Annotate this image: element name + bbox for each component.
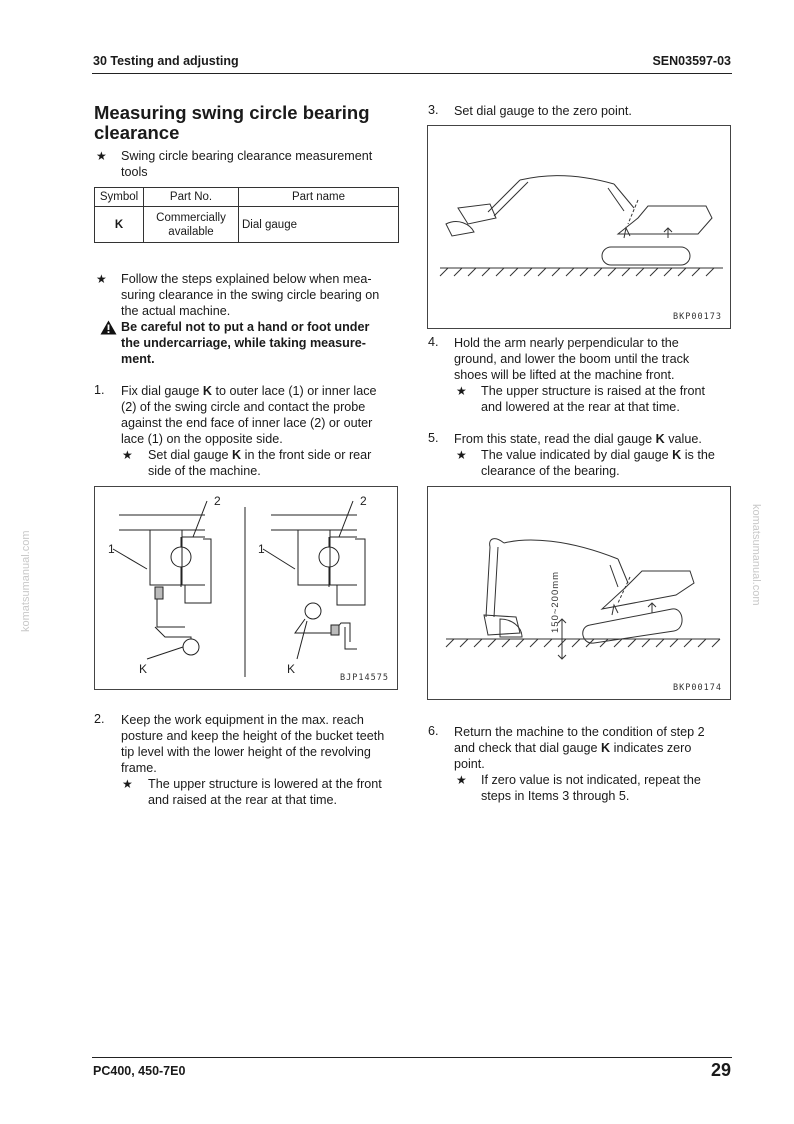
table-header-part-name: Part name — [239, 188, 399, 207]
table-cell-part-name: Dial gauge — [239, 207, 399, 243]
follow-paragraph: Follow the steps explained below when mea- suring clearance in the swing circle bearing on the actual machine. — [121, 272, 380, 318]
step-3-text: Set dial gauge to the zero point. — [454, 104, 632, 118]
header-rule — [92, 73, 732, 74]
step-3-number: 3. — [428, 103, 439, 117]
warning-text: Be careful not to put a hand or foot under the undercarriage, while taking measure- ment. — [121, 320, 370, 366]
star-icon: ★ — [96, 149, 107, 163]
step-1-note: Set dial gauge K in the front side or rear side of the machine. — [148, 448, 372, 478]
figure-dial-gauge-setup — [94, 486, 398, 690]
excavator-diagram-lifted — [428, 487, 730, 699]
tools-table — [94, 187, 399, 243]
header-doc-code: SEN03597-03 — [652, 54, 731, 68]
step-4-text: Hold the arm nearly perpendicular to the ground, and lower the boom until the track shoes will be lifted at the machine front. — [454, 336, 690, 382]
star-icon: ★ — [456, 773, 467, 787]
step-6-number: 6. — [428, 724, 439, 738]
fig2-code: BKP00173 — [673, 312, 722, 322]
fig1-label-k-right: K — [287, 662, 296, 676]
excavator-diagram-zero — [428, 126, 730, 328]
step-5-note: The value indicated by dial gauge K is the clearance of the bearing. — [481, 448, 715, 478]
step-2-text: Keep the work equipment in the max. reach posture and keep the height of the bucket teeth tip level with the lower height of the revolving frame. — [121, 713, 385, 775]
page-number: 29 — [710, 1060, 731, 1080]
star-icon: ★ — [96, 272, 107, 286]
warning-triangle-icon — [100, 320, 117, 335]
figure-excavator-lifted — [427, 486, 731, 700]
fig1-label-2-right: 2 — [360, 494, 367, 508]
step-2-number: 2. — [94, 712, 105, 726]
step-4-note: The upper structure is raised at the front and lowered at the rear at that time. — [481, 384, 706, 414]
star-icon: ★ — [122, 448, 133, 462]
fig3-code: BKP00174 — [673, 683, 722, 693]
watermark-left: komatsumanual.com — [20, 530, 32, 632]
fig1-label-k-left: K — [139, 662, 148, 676]
figure-excavator-zero — [427, 125, 731, 329]
page-title: Measuring swing circle bearing clearance — [94, 102, 370, 143]
footer-model: PC400, 450-7E0 — [93, 1064, 186, 1078]
step-6-text: Return the machine to the condition of step 2 and check that dial gauge K indicates zero point. — [454, 725, 705, 771]
step-1-number: 1. — [94, 383, 105, 397]
fig1-label-1-left: 1 — [108, 542, 115, 556]
fig3-dimension: 150~200mm — [550, 570, 561, 633]
star-icon: ★ — [456, 448, 467, 462]
table-header-symbol: Symbol — [95, 188, 144, 207]
step-1-text: Fix dial gauge K to outer lace (1) or inner lace (2) of the swing circle and contact the probe against the end face of inner lace (2) or outer lace (1) on the opposite side. — [121, 384, 377, 446]
table-cell-part-no: Commercially available — [144, 207, 239, 243]
star-icon: ★ — [456, 384, 467, 398]
step-6-note: If zero value is not indicated, repeat the steps in Items 3 through 5. — [481, 773, 701, 803]
table-cell-symbol: K — [95, 207, 144, 243]
header-section: 30 Testing and adjusting — [93, 54, 239, 68]
step-5-number: 5. — [428, 431, 439, 445]
star-icon: ★ — [122, 777, 133, 791]
watermark-right: komatsumanual.com — [750, 504, 762, 606]
table-header-part-no: Part No. — [144, 188, 239, 207]
fig1-label-2-left: 2 — [214, 494, 221, 508]
tools-intro: Swing circle bearing clearance measurement tools — [121, 149, 373, 179]
step-4-number: 4. — [428, 335, 439, 349]
step-5-text: From this state, read the dial gauge K value. — [454, 432, 702, 446]
fig1-code: BJP14575 — [340, 673, 389, 683]
fig1-label-1-right: 1 — [258, 542, 265, 556]
footer-rule — [92, 1057, 732, 1058]
dial-gauge-diagram — [95, 487, 397, 689]
step-2-note: The upper structure is lowered at the front and raised at the rear at that time. — [148, 777, 382, 807]
